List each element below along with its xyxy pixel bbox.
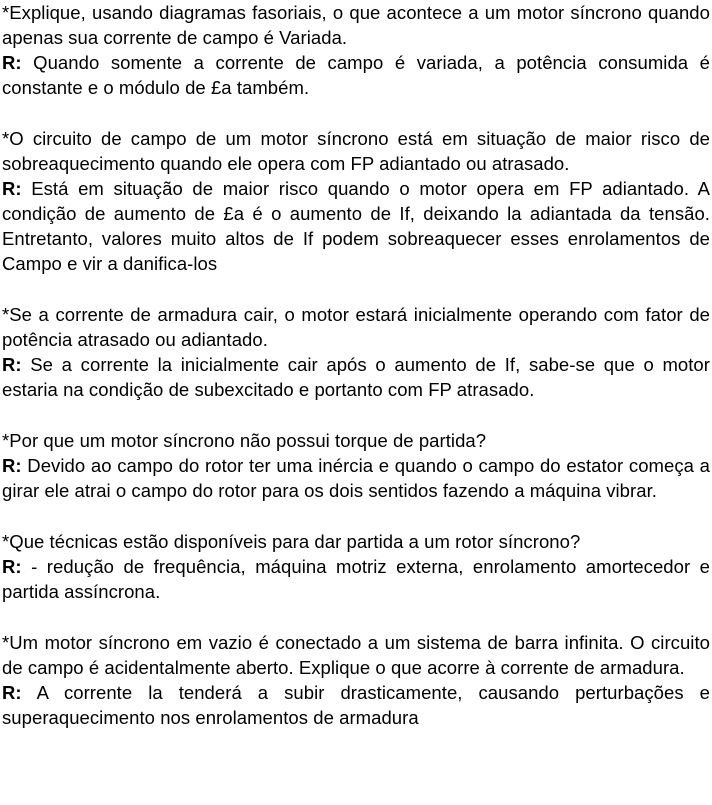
answer-body: Devido ao campo do rotor ter uma inércia e quando o campo do estator começa a girar ele atrai o campo do rotor para os dois sentidos fazendo a máquina vibrar. xyxy=(2,455,710,501)
qa-block-5 xyxy=(2,529,710,604)
qa-block-2 xyxy=(2,126,710,276)
qa-block-3 xyxy=(2,302,710,402)
answer-text xyxy=(2,50,710,100)
answer-label: R: xyxy=(2,455,22,476)
answer-text xyxy=(2,453,710,503)
answer-text xyxy=(2,680,710,730)
answer-label: R: xyxy=(2,354,22,375)
question-text: *Explique, usando diagramas fasoriais, o que acontece a um motor síncrono quando apenas sua corrente de campo é Variada. xyxy=(2,2,710,48)
question-text: *Por que um motor síncrono não possui torque de partida? xyxy=(2,430,487,451)
answer-body: Está em situação de maior risco quando o motor opera em FP adiantado. A condição de aumento de £a é o aumento de If, deixando la adiantada da tensão. Entretanto, valores muito altos de If podem sobreaquecer esses enrolamentos de Campo e vir a danifica-los xyxy=(2,178,710,274)
qa-block-6 xyxy=(2,630,710,730)
answer-body: - redução de frequência, máquina motriz externa, enrolamento amortecedor e partida assíncrona. xyxy=(2,556,710,602)
question-text: *O circuito de campo de um motor síncrono está em situação de maior risco de sobreaquecimento quando ele opera com FP adiantado ou atrasado. xyxy=(2,128,710,174)
qa-block-1 xyxy=(2,0,710,100)
answer-label: R: xyxy=(2,556,22,577)
answer-text xyxy=(2,352,710,402)
answer-label: R: xyxy=(2,682,22,703)
answer-text xyxy=(2,176,710,276)
question-text: *Um motor síncrono em vazio é conectado a um sistema de barra infinita. O circuito de campo é acidentalmente aberto. Explique o que acorre à corrente de armadura. xyxy=(2,632,710,678)
qa-block-4 xyxy=(2,428,710,503)
answer-body: Quando somente a corrente de campo é variada, a potência consumida é constante e o módulo de £a também. xyxy=(2,52,710,98)
answer-text xyxy=(2,554,710,604)
question-text: *Que técnicas estão disponíveis para dar partida a um rotor síncrono? xyxy=(2,531,581,552)
answer-label: R: xyxy=(2,178,22,199)
answer-label: R: xyxy=(2,52,22,73)
answer-body: A corrente la tenderá a subir drasticamente, causando perturbações e superaquecimento nos enrolamentos de armadura xyxy=(2,682,710,728)
question-text: *Se a corrente de armadura cair, o motor estará inicialmente operando com fator de potência atrasado ou adiantado. xyxy=(2,304,710,350)
answer-body: Se a corrente la inicialmente cair após o aumento de If, sabe-se que o motor estaria na condição de subexcitado e portanto com FP atrasado. xyxy=(2,354,710,400)
